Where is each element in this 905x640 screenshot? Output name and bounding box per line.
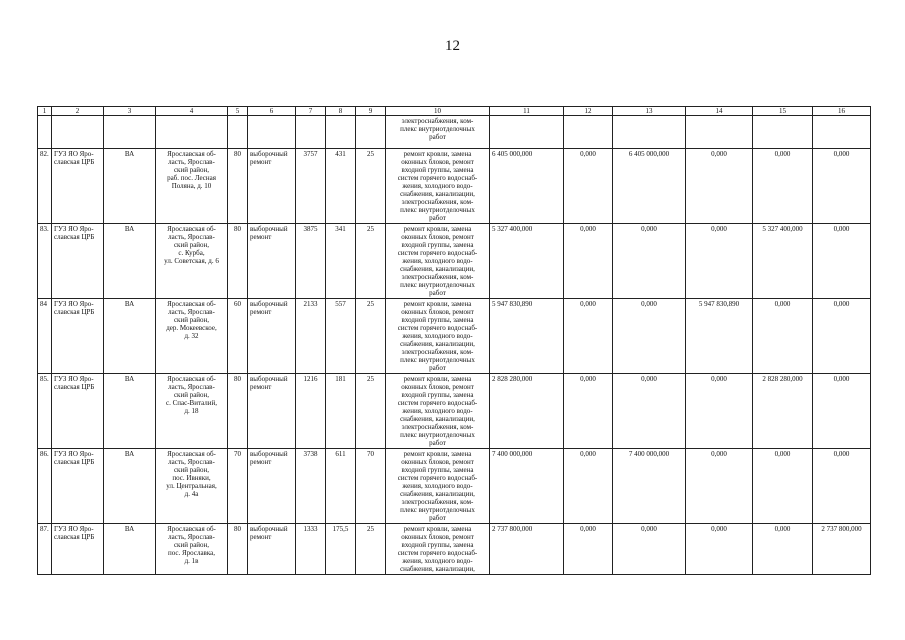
cell-amount: 2 737 800,000 bbox=[813, 524, 871, 575]
cell-empty bbox=[248, 116, 296, 149]
cell-row-number: 87. bbox=[38, 524, 52, 575]
column-number: 5 bbox=[228, 107, 248, 116]
cell-amount: 0,000 bbox=[813, 149, 871, 224]
cell-organization: ГУЗ ЯО Яро- славская ЦРБ bbox=[52, 299, 104, 374]
cell-organization: ГУЗ ЯО Яро- славская ЦРБ bbox=[52, 374, 104, 449]
cell-organization: ГУЗ ЯО Яро- славская ЦРБ bbox=[52, 149, 104, 224]
cell-category: ВА bbox=[104, 224, 156, 299]
page-number: 12 bbox=[445, 38, 460, 54]
cell-organization: ГУЗ ЯО Яро- славская ЦРБ bbox=[52, 449, 104, 524]
cell-work-description: электроснабжения, ком- плекс внутриотделочных работ bbox=[386, 116, 490, 149]
cell-address: Ярославская об- ласть, Ярослав- ский район, дер. Мокеевское, д. 32 bbox=[156, 299, 228, 374]
cell-wear: 60 bbox=[228, 299, 248, 374]
cell-amount: 5 327 400,000 bbox=[753, 224, 813, 299]
cell-amount: 0,000 bbox=[613, 224, 686, 299]
cell-work-description: ремонт кровли, замена оконных блоков, ремонт входной группы, замена систем горячего водоснаб- жения, холодного водо- снабжения, канализации, электроснабжения, ком- плекс внутриотделочных работ bbox=[386, 224, 490, 299]
cell-amount: 0,000 bbox=[564, 524, 613, 575]
cell-empty bbox=[813, 116, 871, 149]
cell-total: 2 737 800,000 bbox=[490, 524, 564, 575]
cell-capacity: 341 bbox=[326, 224, 356, 299]
cell-address: Ярославская об- ласть, Ярослав- ский район, раб. пос. Лесная Поляна, д. 10 bbox=[156, 149, 228, 224]
column-number: 8 bbox=[326, 107, 356, 116]
cell-repair-type: выборочный ремонт bbox=[248, 449, 296, 524]
cell-amount: 0,000 bbox=[813, 374, 871, 449]
cell-total: 6 405 000,000 bbox=[490, 149, 564, 224]
cell-amount: 0,000 bbox=[813, 449, 871, 524]
cell-category: ВА bbox=[104, 449, 156, 524]
cell-amount: 0,000 bbox=[564, 374, 613, 449]
cell-empty bbox=[104, 116, 156, 149]
cell-amount: 0,000 bbox=[686, 449, 753, 524]
cell-amount: 0,000 bbox=[753, 524, 813, 575]
cell-area: 1333 bbox=[296, 524, 326, 575]
cell-capacity: 611 bbox=[326, 449, 356, 524]
cell-amount: 0,000 bbox=[686, 224, 753, 299]
cell-total: 5 327 400,000 bbox=[490, 224, 564, 299]
cell-empty bbox=[753, 116, 813, 149]
cell-amount: 0,000 bbox=[564, 299, 613, 374]
cell-organization: ГУЗ ЯО Яро- славская ЦРБ bbox=[52, 524, 104, 575]
column-number: 6 bbox=[248, 107, 296, 116]
cell-wear: 80 bbox=[228, 224, 248, 299]
cell-address: Ярославская об- ласть, Ярослав- ский район, пос. Ярославка, д. 1в bbox=[156, 524, 228, 575]
column-number: 3 bbox=[104, 107, 156, 116]
cell-category: ВА bbox=[104, 374, 156, 449]
cell-amount: 0,000 bbox=[686, 524, 753, 575]
column-number: 1 bbox=[38, 107, 52, 116]
table-row bbox=[38, 149, 871, 224]
cell-category: ВА bbox=[104, 299, 156, 374]
table-body bbox=[38, 116, 871, 575]
column-number: 11 bbox=[490, 107, 564, 116]
cell-repair-type: выборочный ремонт bbox=[248, 374, 296, 449]
cell-area: 1216 bbox=[296, 374, 326, 449]
cell-amount: 0,000 bbox=[753, 149, 813, 224]
table-row bbox=[38, 299, 871, 374]
column-number: 13 bbox=[613, 107, 686, 116]
cell-empty bbox=[296, 116, 326, 149]
cell-total: 7 400 000,000 bbox=[490, 449, 564, 524]
cell-capacity: 431 bbox=[326, 149, 356, 224]
cell-wear: 80 bbox=[228, 149, 248, 224]
column-number: 16 bbox=[813, 107, 871, 116]
cell-area: 2133 bbox=[296, 299, 326, 374]
cell-amount: 0,000 bbox=[813, 299, 871, 374]
cell-row-number: 83. bbox=[38, 224, 52, 299]
cell-percent: 25 bbox=[356, 524, 386, 575]
cell-capacity: 181 bbox=[326, 374, 356, 449]
cell-address: Ярославская об- ласть, Ярослав- ский район, пос. Ивняки, ул. Центральная, д. 4а bbox=[156, 449, 228, 524]
cell-total: 5 947 830,890 bbox=[490, 299, 564, 374]
cell-empty bbox=[356, 116, 386, 149]
repair-register-table bbox=[37, 106, 871, 575]
table-row bbox=[38, 224, 871, 299]
cell-repair-type: выборочный ремонт bbox=[248, 149, 296, 224]
cell-capacity: 557 bbox=[326, 299, 356, 374]
column-number: 15 bbox=[753, 107, 813, 116]
cell-row-number: 86. bbox=[38, 449, 52, 524]
cell-empty bbox=[228, 116, 248, 149]
column-number-header bbox=[38, 107, 871, 116]
column-number: 2 bbox=[52, 107, 104, 116]
cell-percent: 25 bbox=[356, 149, 386, 224]
continuation-row bbox=[38, 116, 871, 149]
cell-amount: 0,000 bbox=[613, 374, 686, 449]
cell-amount: 0,000 bbox=[613, 299, 686, 374]
cell-amount: 0,000 bbox=[813, 224, 871, 299]
header-row bbox=[38, 107, 871, 116]
cell-amount: 6 405 000,000 bbox=[613, 149, 686, 224]
cell-area: 3757 bbox=[296, 149, 326, 224]
cell-empty bbox=[613, 116, 686, 149]
cell-empty bbox=[156, 116, 228, 149]
cell-empty bbox=[326, 116, 356, 149]
cell-wear: 80 bbox=[228, 524, 248, 575]
cell-work-description: ремонт кровли, замена оконных блоков, ремонт входной группы, замена систем горячего водоснаб- жения, холодного водо- снабжения, канализации, электроснабжения, ком- плекс внутриотделочных работ bbox=[386, 374, 490, 449]
cell-percent: 70 bbox=[356, 449, 386, 524]
cell-empty bbox=[564, 116, 613, 149]
cell-work-description: ремонт кровли, замена оконных блоков, ремонт входной группы, замена систем горячего водоснаб- жения, холодного водо- снабжения, канализации, электроснабжения, ком- плекс внутриотделочных работ bbox=[386, 449, 490, 524]
cell-address: Ярославская об- ласть, Ярослав- ский район, с. Спас-Виталий, д. 18 bbox=[156, 374, 228, 449]
table-row bbox=[38, 524, 871, 575]
cell-amount: 0,000 bbox=[753, 449, 813, 524]
table-row bbox=[38, 449, 871, 524]
cell-category: ВА bbox=[104, 524, 156, 575]
cell-amount: 0,000 bbox=[613, 524, 686, 575]
cell-wear: 70 bbox=[228, 449, 248, 524]
cell-percent: 25 bbox=[356, 374, 386, 449]
cell-area: 3738 bbox=[296, 449, 326, 524]
cell-wear: 80 bbox=[228, 374, 248, 449]
cell-amount: 0,000 bbox=[686, 149, 753, 224]
cell-organization: ГУЗ ЯО Яро- славская ЦРБ bbox=[52, 224, 104, 299]
cell-empty bbox=[686, 116, 753, 149]
column-number: 9 bbox=[356, 107, 386, 116]
cell-work-description: ремонт кровли, замена оконных блоков, ремонт входной группы, замена систем горячего водоснаб- жения, холодного водо- снабжения, канализации, электроснабжения, ком- плекс внутриотделочных работ bbox=[386, 299, 490, 374]
cell-work-description: ремонт кровли, замена оконных блоков, ремонт входной группы, замена систем горячего водоснаб- жения, холодного водо- снабжения, канализации, bbox=[386, 524, 490, 575]
cell-repair-type: выборочный ремонт bbox=[248, 299, 296, 374]
cell-amount: 0,000 bbox=[564, 149, 613, 224]
cell-amount: 5 947 830,890 bbox=[686, 299, 753, 374]
cell-work-description: ремонт кровли, замена оконных блоков, ремонт входной группы, замена систем горячего водоснаб- жения, холодного водо- снабжения, канализации, электроснабжения, ком- плекс внутриотделочных работ bbox=[386, 149, 490, 224]
cell-row-number: 82. bbox=[38, 149, 52, 224]
column-number: 14 bbox=[686, 107, 753, 116]
cell-empty bbox=[38, 116, 52, 149]
cell-row-number: 85. bbox=[38, 374, 52, 449]
cell-category: ВА bbox=[104, 149, 156, 224]
cell-amount: 7 400 000,000 bbox=[613, 449, 686, 524]
cell-amount: 0,000 bbox=[753, 299, 813, 374]
table-row bbox=[38, 374, 871, 449]
cell-area: 3875 bbox=[296, 224, 326, 299]
cell-percent: 25 bbox=[356, 299, 386, 374]
cell-empty bbox=[52, 116, 104, 149]
cell-address: Ярославская об- ласть, Ярослав- ский район, с. Курба, ул. Советская, д. 6 bbox=[156, 224, 228, 299]
cell-repair-type: выборочный ремонт bbox=[248, 524, 296, 575]
cell-empty bbox=[490, 116, 564, 149]
cell-percent: 25 bbox=[356, 224, 386, 299]
column-number: 4 bbox=[156, 107, 228, 116]
cell-row-number: 84 bbox=[38, 299, 52, 374]
column-number: 7 bbox=[296, 107, 326, 116]
cell-amount: 0,000 bbox=[564, 224, 613, 299]
column-number: 12 bbox=[564, 107, 613, 116]
cell-amount: 0,000 bbox=[686, 374, 753, 449]
column-number: 10 bbox=[386, 107, 490, 116]
cell-repair-type: выборочный ремонт bbox=[248, 224, 296, 299]
cell-total: 2 828 280,000 bbox=[490, 374, 564, 449]
cell-capacity: 175,5 bbox=[326, 524, 356, 575]
cell-amount: 0,000 bbox=[564, 449, 613, 524]
cell-amount: 2 828 280,000 bbox=[753, 374, 813, 449]
